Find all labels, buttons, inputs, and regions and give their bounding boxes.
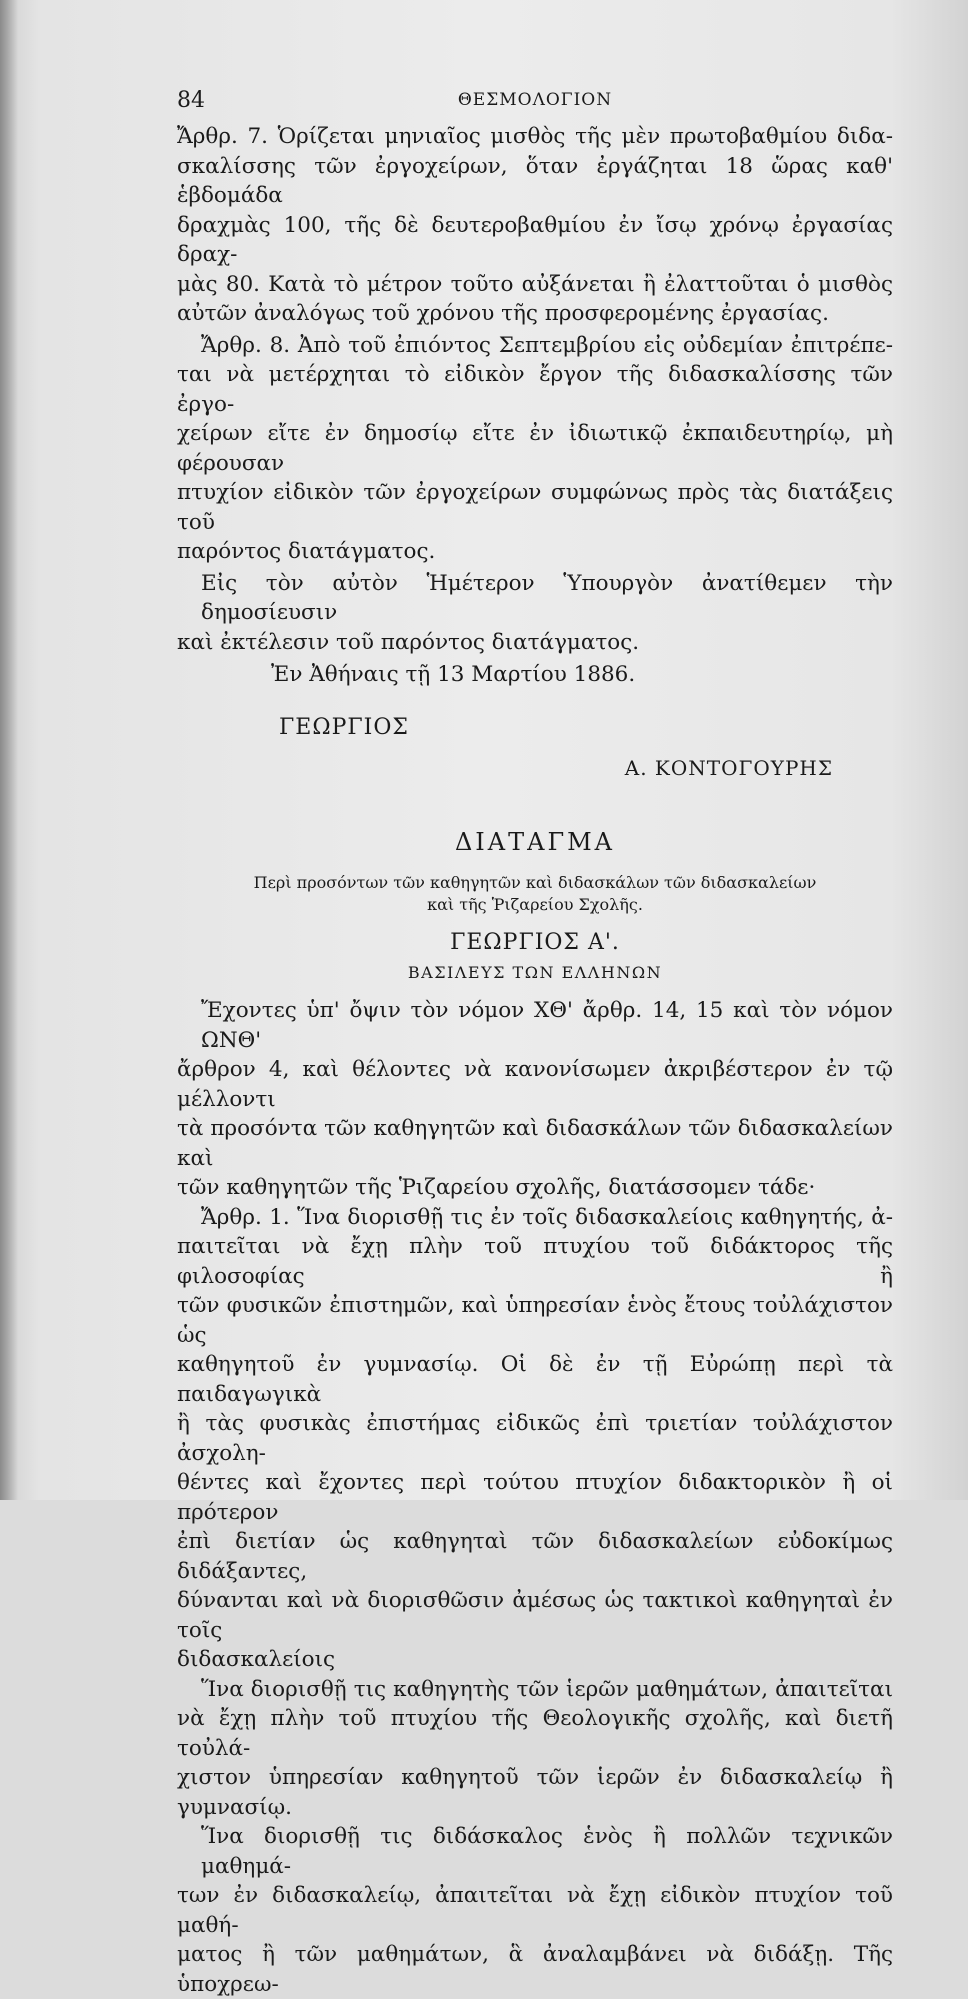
text-line: Ἄρθρ. 1. Ἵνα διορισθῇ τις ἐν τοῖς διδασκαλείοις καθηγητής, ἀ- [201, 1204, 893, 1230]
preamble [177, 996, 893, 1203]
decree-article-1 [177, 1203, 893, 1675]
decree-king-title: ΒΑΣΙΛΕΥΣ ΤΩΝ ΕΛΛΗΝΩΝ [407, 963, 663, 982]
article-7 [177, 122, 893, 329]
decree-subtitle-line: Περὶ προσόντων τῶν καθηγητῶν καὶ διδασκάλων τῶν διδασκαλείων [253, 873, 817, 892]
text-line: νὰ ἔχῃ πλὴν τοῦ πτυχίου τῆς Θεολογικῆς σχολῆς, καὶ διετῆ τοὐλά- [177, 1706, 893, 1761]
article-8 [177, 331, 893, 567]
text-line: αὐτῶν ἀναλόγως τοῦ χρόνου τῆς προσφερομένης ἐργασίας. [177, 301, 829, 326]
page-number: 84 [177, 88, 205, 113]
decree-subtitle [177, 872, 893, 916]
text-line: παρόντος διατάγματος. [177, 539, 436, 564]
decree-king-name: ΓΕΩΡΓΙΟΣ Α'. [450, 930, 620, 955]
text-line: Ἄρθρ. 8. Ἀπὸ τοῦ ἐπιόντος Σεπτεμβρίου εἰς οὐδεμίαν ἐπιτρέπε- [201, 332, 893, 358]
text-line: Ἵνα διορισθῇ τις καθηγητὴς τῶν ἱερῶν μαθημάτων, ἀπαιτεῖται [201, 1676, 893, 1702]
text-line: πτυχίον εἰδικὸν τῶν ἐργοχείρων συμφώνως πρὸς τὰς διατάξεις τοῦ [177, 480, 893, 535]
text-line: σκαλίσσης τῶν ἐργοχείρων, ὅταν ἐργάζηται 18 ὥρας καθ' ἑβδομάδα [177, 153, 893, 208]
decree-subtitle-line: καὶ τῆς Ῥιζαρείου Σχολῆς. [427, 895, 643, 914]
text-line: διδασκαλείοις [177, 1647, 336, 1672]
text-line: παιτεῖται νὰ ἔχῃ πλὴν τοῦ πτυχίου τοῦ διδάκτορος τῆς φιλοσοφίας ἢ [177, 1234, 893, 1289]
text-line: καὶ ἐκτέλεσιν τοῦ παρόντος διατάγματος. [177, 629, 640, 655]
text-line: Ἵνα διορισθῇ τις διδάσκαλος ἑνὸς ἢ πολλῶν τεχνικῶν μαθημά- [201, 1824, 893, 1879]
text-line: δραχμὰς 100, τῆς δὲ δευτεροβαθμίου ἐν ἴσῳ χρόνῳ ἐργασίας δραχ- [177, 212, 893, 267]
date-line: Ἐν Ἀθήναις τῇ 13 Μαρτίου 1886. [271, 662, 636, 687]
religion-teacher-clause [177, 1675, 893, 1823]
technical-teacher-clause [177, 1822, 893, 1999]
text-line: Εἰς τὸν αὐτὸν Ἡμέτερον Ὑπουργὸν ἀνατίθεμεν τὴν δημοσίευσιν [201, 570, 893, 625]
text-line: των ἐν διδασκαλείῳ, ἀπαιτεῖται νὰ ἔχῃ εἰδικὸν πτυχίον τοῦ μαθή- [177, 1883, 893, 1938]
text-line: ται νὰ μετέρχηται τὸ εἰδικὸν ἔργον τῆς διδασκαλίσσης τῶν ἐργο- [177, 362, 893, 417]
text-line: ματος ἢ τῶν μαθημάτων, ἃ ἀναλαμβάνει νὰ διδάξῃ. Τῆς ὑποχρεω- [177, 1942, 893, 1997]
decree-title: ΔΙΑΤΑΓΜΑ [454, 828, 616, 856]
text-line: Ἄρθρ. 7. Ὁρίζεται μηνιαῖος μισθὸς τῆς μὲν πρωτοβαθμίου διδα- [177, 124, 893, 149]
text-line: μὰς 80. Κατὰ τὸ μέτρον τοῦτο αὐξάνεται ἢ ἐλαττοῦται ὁ μισθὸς [177, 271, 893, 297]
text-line: ἢ τὰς φυσικὰς ἐπιστήμας εἰδικῶς ἐπὶ τριετίαν τοὐλάχιστον ἀσχολη- [177, 1411, 893, 1466]
publication-clause [177, 569, 893, 658]
page-body [177, 122, 893, 1999]
text-line: τῶν καθηγητῶν τῆς Ῥιζαρείου σχολῆς, διατάσσομεν τάδε· [177, 1175, 816, 1200]
text-line: τὰ προσόντα τῶν καθηγητῶν καὶ διδασκάλων τῶν διδασκαλείων καὶ [177, 1116, 893, 1171]
text-line: χιστον ὑπηρεσίαν καθηγητοῦ τῶν ἱερῶν ἐν διδασκαλείῳ ἢ γυμνασίῳ. [177, 1765, 893, 1820]
minister-signature: Α. ΚΟΝΤΟΓΟΥΡΗΣ [624, 756, 833, 780]
page-header [177, 88, 893, 118]
text-line: Ἔχοντες ὑπ' ὄψιν τὸν νόμον ΧΘ' ἄρθρ. 14, 15 καὶ τὸν νόμον ΩΝΘ' [201, 998, 893, 1053]
text-line: χείρων εἴτε ἐν δημοσίῳ εἴτε ἐν ἰδιωτικῷ ἐκπαιδευτηρίῳ, μὴ φέρουσαν [177, 421, 893, 476]
running-title: ΘΕΣΜΟΛΟΓΙΟΝ [457, 90, 613, 110]
text-line: θέντες καὶ ἔχοντες περὶ τούτου πτυχίον διδακτορικὸν ἢ οἱ πρότερον [177, 1470, 893, 1525]
text-line: ἐπὶ διετίαν ὡς καθηγηταὶ τῶν διδασκαλείων εὐδοκίμως διδάξαντες, [177, 1529, 893, 1584]
text-line: ἄρθρον 4, καὶ θέλοντες νὰ κανονίσωμεν ἀκριβέστερον ἐν τῷ μέλλοντι [177, 1057, 893, 1112]
king-signature: ΓΕΩΡΓΙΟΣ [279, 715, 409, 740]
text-line: δύνανται καὶ νὰ διορισθῶσιν ἀμέσως ὡς τακτικοὶ καθηγηταὶ ἐν τοῖς [177, 1588, 893, 1643]
text-line: τῶν φυσικῶν ἐπιστημῶν, καὶ ὑπηρεσίαν ἑνὸς ἔτους τοὐλάχιστον ὡς [177, 1293, 893, 1348]
text-line: καθηγητοῦ ἐν γυμνασίῳ. Οἱ δὲ ἐν τῇ Εὐρώπῃ περὶ τὰ παιδαγωγικὰ [177, 1352, 893, 1407]
